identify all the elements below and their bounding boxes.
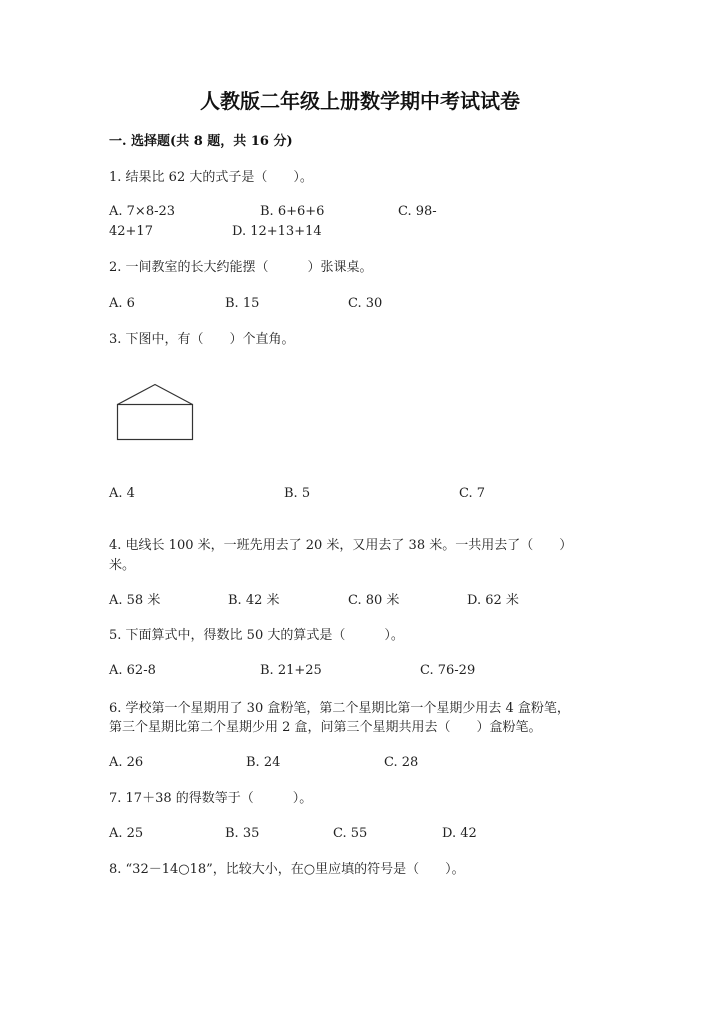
question-8-stem: 8. “32－14○18”，比较大小，在○里应填的符号是（ ）。 — [109, 862, 465, 877]
q3-option-c: C. 7 — [459, 486, 486, 501]
q6-option-a: A. 26 — [109, 755, 144, 770]
q7-option-a: A. 25 — [109, 826, 144, 841]
q6-option-b: B. 24 — [246, 755, 281, 770]
q1-option-a: A. 7×8-23 — [109, 204, 176, 219]
question-2-stem: 2. 一间教室的长大约能摆（ ）张课桌。 — [109, 260, 373, 275]
q1-option-b: B. 6+6+6 — [260, 204, 325, 219]
question-1-stem: 1. 结果比 62 大的式子是（ ）。 — [109, 170, 313, 185]
q2-option-a: A. 6 — [109, 296, 135, 311]
q2-option-c: C. 30 — [348, 296, 383, 311]
q7-option-c: C. 55 — [333, 826, 368, 841]
figure-rectangle — [118, 405, 193, 440]
q4-option-a: A. 58 米 — [109, 593, 161, 608]
q2-option-b: B. 15 — [225, 296, 260, 311]
q4-option-c: C. 80 米 — [348, 593, 400, 608]
section-heading: 一. 选择题(共 8 题，共 16 分) — [109, 134, 293, 149]
q3-option-a: A. 4 — [109, 486, 135, 501]
q5-option-b: B. 21+25 — [260, 663, 322, 678]
question-7-stem: 7. 17＋38 的得数等于（ ）。 — [109, 791, 313, 806]
question-6-stem-cont: 第三个星期比第二个星期少用 2 盒，问第三个星期共用去（ ）盒粉笔。 — [109, 720, 542, 735]
question-5-stem: 5. 下面算式中，得数比 50 大的算式是（ ）。 — [109, 628, 404, 643]
q7-option-d: D. 42 — [442, 826, 477, 841]
q1-option-c-cont: 42+17 — [109, 224, 153, 239]
question-6-stem: 6. 学校第一个星期用了 30 盒粉笔，第二个星期比第一个星期少用去 4 盒粉笔， — [109, 701, 570, 716]
question-3-stem: 3. 下图中，有（ ）个直角。 — [109, 332, 295, 347]
q4-option-d: D. 62 米 — [467, 593, 519, 608]
q1-option-c: C. 98- — [398, 204, 437, 219]
figure-roof — [118, 385, 193, 405]
page-title: 人教版二年级上册数学期中考试试卷 — [200, 89, 520, 113]
q6-option-c: C. 28 — [384, 755, 419, 770]
q3-option-b: B. 5 — [284, 486, 311, 501]
q1-option-d: D. 12+13+14 — [232, 224, 322, 239]
q5-option-c: C. 76-29 — [420, 663, 476, 678]
question-4-stem: 4. 电线长 100 米，一班先用去了 20 米，又用去了 38 米。一共用去了（ ） — [109, 538, 573, 553]
q7-option-b: B. 35 — [225, 826, 260, 841]
question-4-stem-cont: 米。 — [109, 558, 136, 573]
q5-option-a: A. 62-8 — [109, 663, 156, 678]
q4-option-b: B. 42 米 — [228, 593, 280, 608]
